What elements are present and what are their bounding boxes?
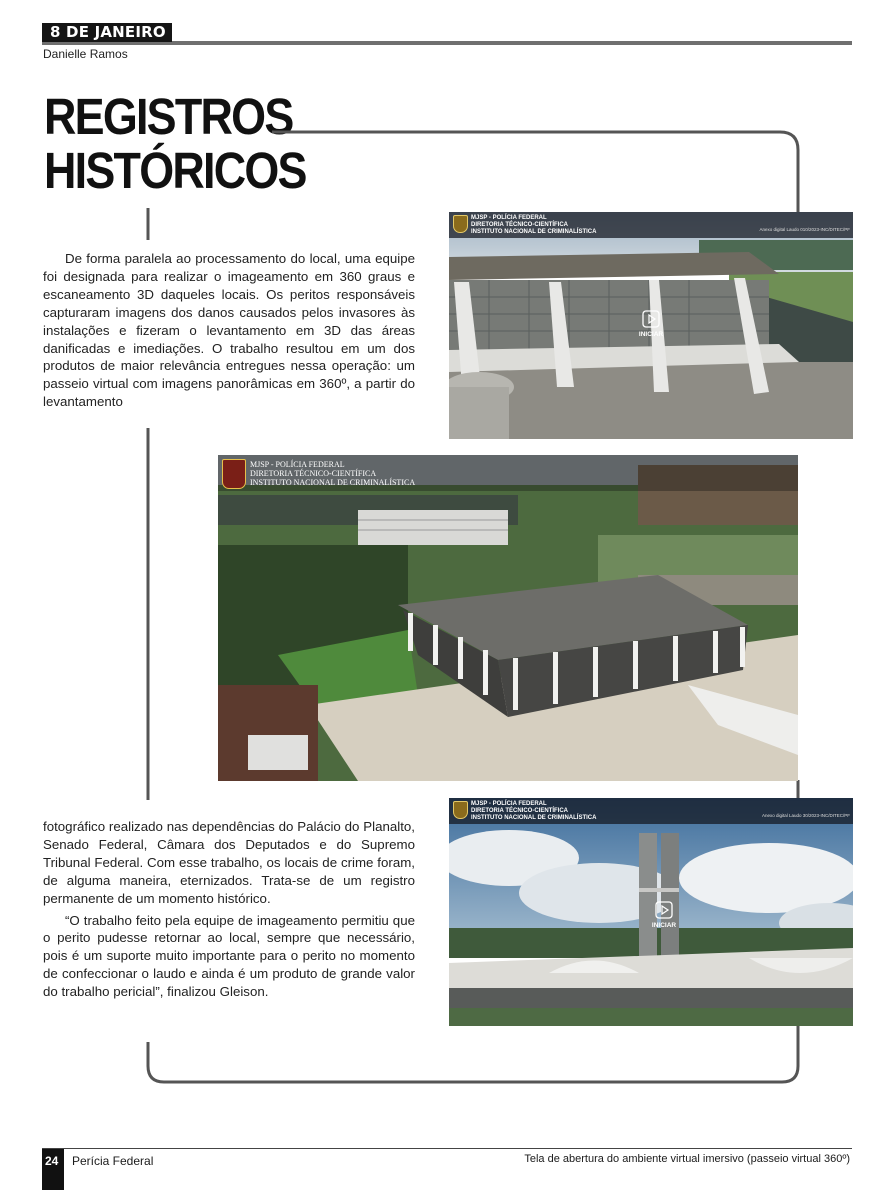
section-tag: 8 DE JANEIRO: [42, 23, 172, 42]
org-text-large: [250, 460, 415, 487]
report-reference: Anexo digital Laudo 010/2023-INC/DITEC/PF: [759, 227, 850, 232]
magazine-name: Perícia Federal: [72, 1154, 154, 1168]
org-line-2: DIRETORIA TÉCNICO-CIENTÍFICA: [471, 807, 568, 814]
police-badge-icon-large: [222, 459, 246, 489]
page-number: 24: [45, 1154, 59, 1168]
police-badge-icon: [453, 215, 468, 233]
org-line-3: INSTITUTO NACIONAL DE CRIMINALÍSTICA: [471, 814, 597, 821]
org-line-2: DIRETORIA TÉCNICO-CIENTÍFICA: [250, 469, 377, 478]
org-text: [471, 215, 596, 235]
org-text: [471, 801, 596, 821]
org-line-3: INSTITUTO NACIONAL DE CRIMINALÍSTICA: [471, 228, 597, 235]
footer-rule: [42, 1148, 852, 1149]
org-line-1: MJSP - POLÍCIA FEDERAL: [471, 215, 547, 221]
photo-palace-panorama[interactable]: [449, 212, 853, 439]
photo-supreme-court: [218, 455, 798, 781]
org-line-1: MJSP - POLÍCIA FEDERAL: [250, 460, 345, 469]
photo-info-bar-large: [218, 455, 798, 491]
start-button[interactable]: [621, 310, 681, 338]
start-button[interactable]: [634, 901, 694, 929]
author-name: Danielle Ramos: [43, 47, 128, 61]
frame-top-line: [272, 132, 798, 212]
court-scene: [218, 455, 798, 781]
play-icon: [642, 310, 660, 328]
report-reference: Anexo digital Laudo 30/2023-INC/DITEC/PF: [761, 813, 850, 818]
start-label: INICIAR: [651, 922, 677, 929]
org-line-2: DIRETORIA TÉCNICO-CIENTÍFICA: [471, 221, 568, 228]
text-column-1: [43, 250, 415, 411]
photo-caption: Tela de abertura do ambiente virtual imersivo (passeio virtual 360º): [524, 1153, 850, 1165]
paragraph-1: De forma paralela ao processamento do local, uma equipe foi designada para realizar o imageamento em 360 graus e escaneamento 3D daqueles locais. Os peritos responsáveis capturaram imagens dos danos causados pelos invasores às instalações e fizeram o levantamento em 3D das áreas danificadas e imediações. O trabalho resultou em um dos produtos de maior relevância entregues nessa operação: um passeio virtual com imagens panorâmicas em 360º, a partir do levantamento: [43, 251, 415, 410]
photo-info-bar: [449, 798, 853, 824]
paragraph-3: “O trabalho feito pela equipe de imageamento permitiu que o perito pudesse retornar ao local, sempre que necessário, pois é um suporte muito importante para o perito no momento de confeccionar o laudo e ainda é um produto de grande valor do trabalho pericial”, finalizou Gleison.: [43, 912, 415, 1000]
text-column-2: [43, 818, 415, 1001]
start-label: INICIAR: [638, 331, 664, 338]
org-line-1: MJSP - POLÍCIA FEDERAL: [471, 801, 547, 807]
photo-info-bar: [449, 212, 853, 238]
org-line-3: INSTITUTO NACIONAL DE CRIMINALÍSTICA: [250, 478, 416, 487]
title-line-1: REGISTROS: [44, 88, 293, 145]
paragraph-2: fotográfico realizado nas dependências do Palácio do Planalto, Senado Federal, Câmara dos Deputados e do Supremo Tribunal Federal. Com esse trabalho, os locais de crime foram, de alguma maneira, eternizados. Trata-se de um registro permanente de um momento histórico.: [43, 819, 415, 906]
title-line-2: HISTÓRICOS: [44, 142, 306, 199]
frame-bottom-line: [148, 1026, 798, 1082]
photo-congress-panorama[interactable]: [449, 798, 853, 1026]
police-badge-icon: [453, 801, 468, 819]
play-icon: [655, 901, 673, 919]
